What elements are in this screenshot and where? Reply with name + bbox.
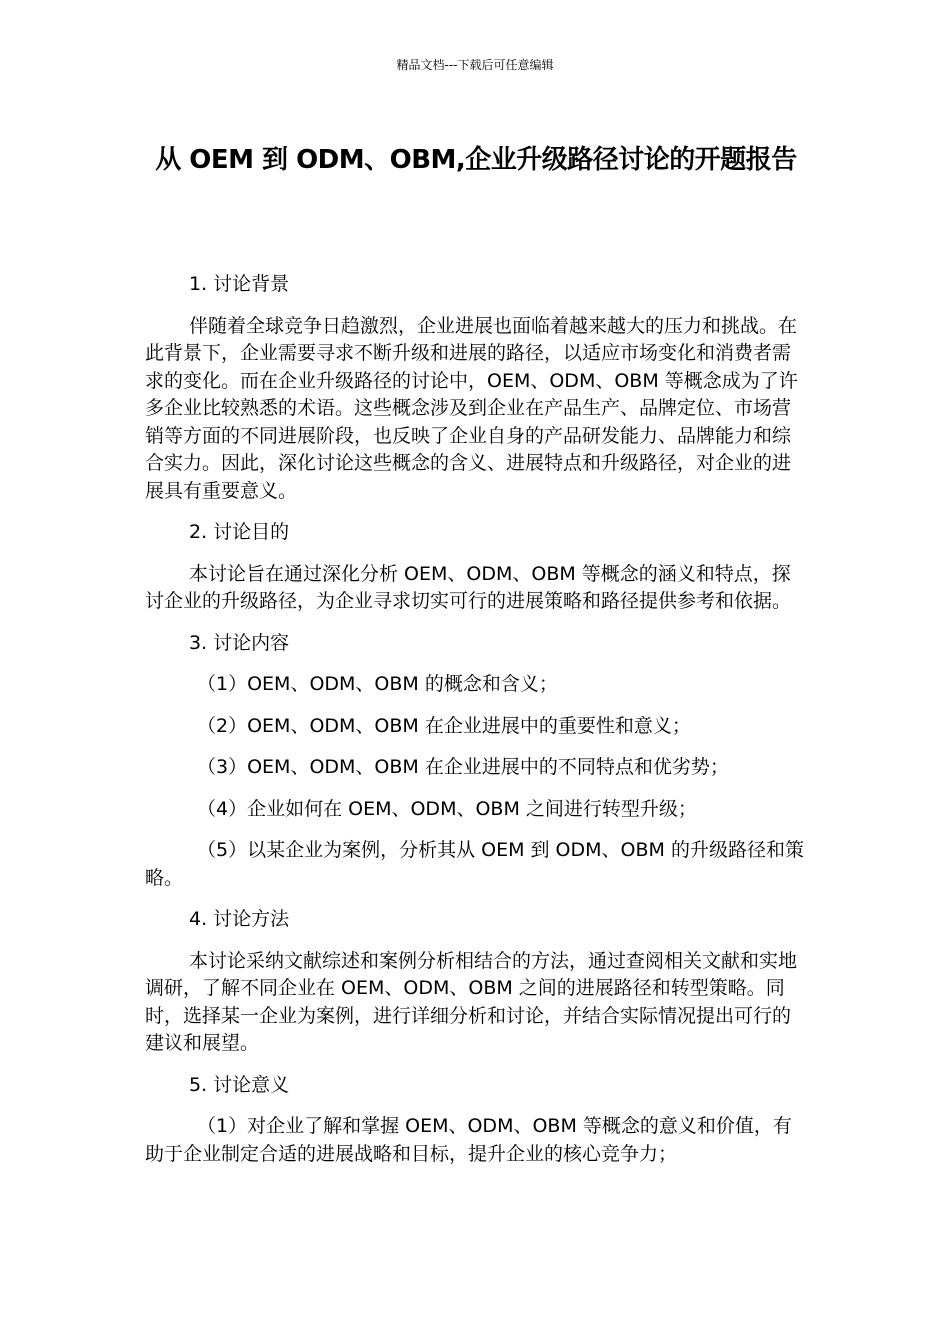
significance-item: （1）对企业了解和掌握 OEM、ODM、OBM 等概念的意义和价值，有助于企业制定合适的进展战略和目标，提升企业的核心竞争力； bbox=[145, 1115, 792, 1165]
method-paragraph: 本讨论采纳文献综述和案例分析相结合的方法，通过查阅相关文献和实地调研，了解不同企业在 OEM、ODM、OBM 之间的进展路径和转型策略。同时，选择某一企业为案例，进行详细分析和讨论，并结合实际情况提出可行的建议和展望。 bbox=[145, 949, 798, 1054]
section-heading-significance: 5. 讨论意义 bbox=[189, 1073, 290, 1096]
content-item: （5）以某企业为案例，分析其从 OEM 到 ODM、OBM 的升级路径和策略。 bbox=[145, 839, 804, 889]
content-item: （2）OEM、ODM、OBM 在企业进展中的重要性和意义； bbox=[197, 714, 691, 737]
section-heading-method: 4. 讨论方法 bbox=[189, 908, 290, 930]
content-item: （4）企业如何在 OEM、ODM、OBM 之间进行转型升级； bbox=[197, 797, 697, 820]
section-heading-content: 3. 讨论内容 bbox=[189, 631, 290, 654]
page-header: 精品文档---下载后可任意编辑 bbox=[396, 58, 554, 72]
background-paragraph: 伴随着全球竞争日趋激烈，企业进展也面临着越来越大的压力和挑战。在此背景下，企业需要寻求不断升级和进展的路径，以适应市场变化和消费者需求的变化。而在企业升级路径的讨论中，OEM、ODM、OBM 等概念成为了许多企业比较熟悉的术语。这些概念涉及到企业在产品生产、品牌定位、市场营销等方面的不同进展阶段，也反映了企业自身的产品研发能力、品牌能力和综合实力。因此，深化讨论这些概念的含义、进展特点和升级路径，对企业的进展具有重要意义。 bbox=[145, 314, 798, 502]
document-body bbox=[145, 271, 807, 1182]
section-heading-purpose: 2. 讨论目的 bbox=[189, 521, 290, 543]
document-title: 从 OEM 到 ODM、OBM,企业升级路径讨论的开题报告 bbox=[155, 145, 797, 175]
content-item: （3）OEM、ODM、OBM 在企业进展中的不同特点和优劣势； bbox=[197, 756, 729, 778]
purpose-paragraph: 本讨论旨在通过深化分析 OEM、ODM、OBM 等概念的涵义和特点，探讨企业的升级路径，为企业寻求切实可行的进展策略和路径提供参考和依据。 bbox=[145, 562, 792, 612]
section-heading-background: 1. 讨论背景 bbox=[189, 273, 290, 295]
content-item: （1）OEM、ODM、OBM 的概念和含义； bbox=[197, 673, 558, 695]
